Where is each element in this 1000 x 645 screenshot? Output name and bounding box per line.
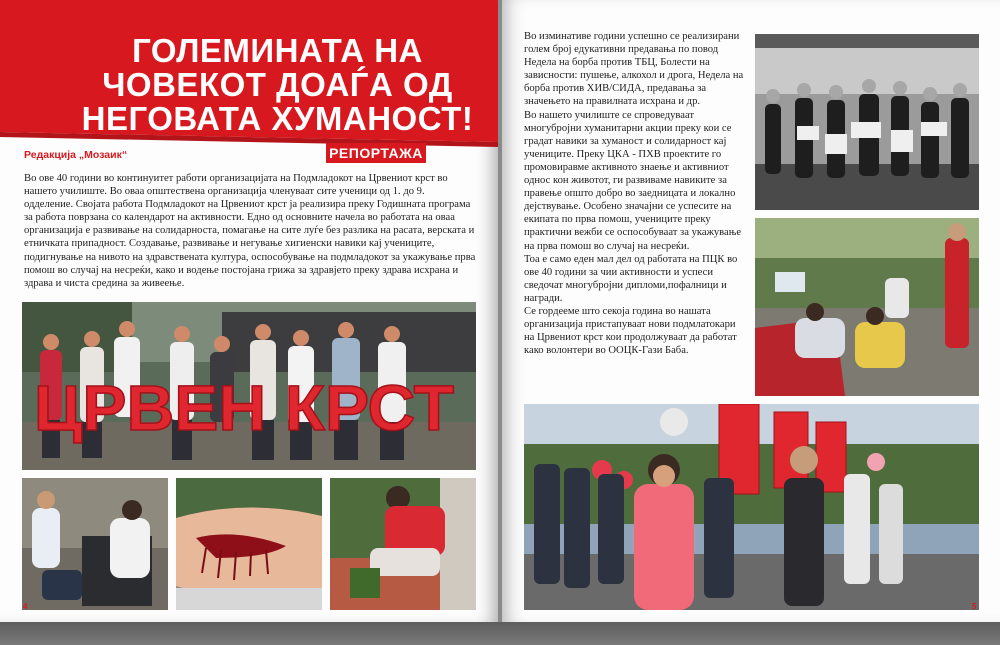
- title-line-1: ГОЛЕМИНАТА НА: [132, 32, 423, 69]
- title-line-2: ЧОВЕКОТ ДОАЃА ОД: [102, 66, 453, 103]
- right-paragraph-2: Во нашето училиште се спроведуваат многубројни хуманитарни акции преку кои се градат навики за хуманост и солидарност кај учениците. Преку ЦКА - ПХВ проектите го промовиравме активното знаење и активниот однос кон животот, ги развиваме навиките за правење општо добро во заедницата и локално дејствување. Особено значајни се успесите на екипата по прва помош, учениците преку практични вежби се оспособуваат за укажување на прва помош во случај на несреќи.: [524, 109, 742, 252]
- left-paragraph: Во ове 40 години во континуитет работи организацијата на Подмладокот на Црвениот крст во нашето училиште. Во оваа општествена организација членуваат сите ученици од 1. до 9. одделение. Својата работа Подмладокот на Црвениот крст ја реализира преку Годишната програма за работа поврзана со календарот на активности. Едно од основните начела во работата на оваа организација е развивање на солидарноста, помагање на сите луѓе без разлика на расата, верската и етничката припадност. Создавање, развивање и негување хигиенски навики кај учениците, подигнување на нивото на здравствената култура, оспособување на подмладокот за укажување прва помош во случај на несреќи, како и водење постојана грижа за здравјето преку здрава исхрана и здрава и чиста средина за живеење.: [24, 173, 476, 289]
- simulated-wound-photo: [176, 478, 322, 610]
- right-paragraph-4: Се гордееме што секоја година во нашата организација пристапуваат нови подмлатокари на Црвениот крст кои продолжуваат да работат како волонтери во ООЦК-Гази Баба.: [524, 305, 737, 357]
- right-paragraph-1: Во изминативе години успешно се реализирани голем број едукативни предавања по повод Недела на борба против ТБЦ, Болести на зависности: пушење, алкохол и дрога, Недела на борба против ХИВ/СИДА, предавања за значењето на правилната исхрана и др.: [524, 31, 744, 108]
- group-photo-red-cross-letters: [22, 302, 476, 470]
- left-page: [0, 0, 498, 622]
- byline: Редакција „Мозаик“: [24, 149, 128, 161]
- page-number-left: 4: [23, 602, 28, 611]
- page-title: [70, 34, 485, 136]
- photo-sign-letters: ЦРВЕН КРСТ: [34, 372, 454, 444]
- first-aid-competition-photo: [755, 218, 979, 396]
- section-label: РЕПОРТАЖА: [326, 143, 426, 163]
- title-line-3: НЕГОВАТА ХУМАНОСТ!: [81, 100, 474, 137]
- left-article-text: [24, 172, 476, 290]
- folk-costume-performance-photo: [755, 34, 979, 210]
- right-page: [502, 0, 1000, 622]
- red-cross-march-photo: [524, 404, 979, 610]
- volunteer-planting-photo: [330, 478, 476, 610]
- right-article-text: [524, 30, 746, 357]
- page-bottom-shadow: [0, 622, 1000, 645]
- header-banner: [0, 0, 498, 160]
- right-paragraph-3: Тоа е само еден мал дел од работата на ПЦК во ове 40 години за чии активности и успеси сведочат многубројни дипломи,пофалници и награди.: [524, 253, 738, 304]
- page-number-right: 5: [972, 602, 977, 611]
- first-aid-practice-photo: [22, 478, 168, 610]
